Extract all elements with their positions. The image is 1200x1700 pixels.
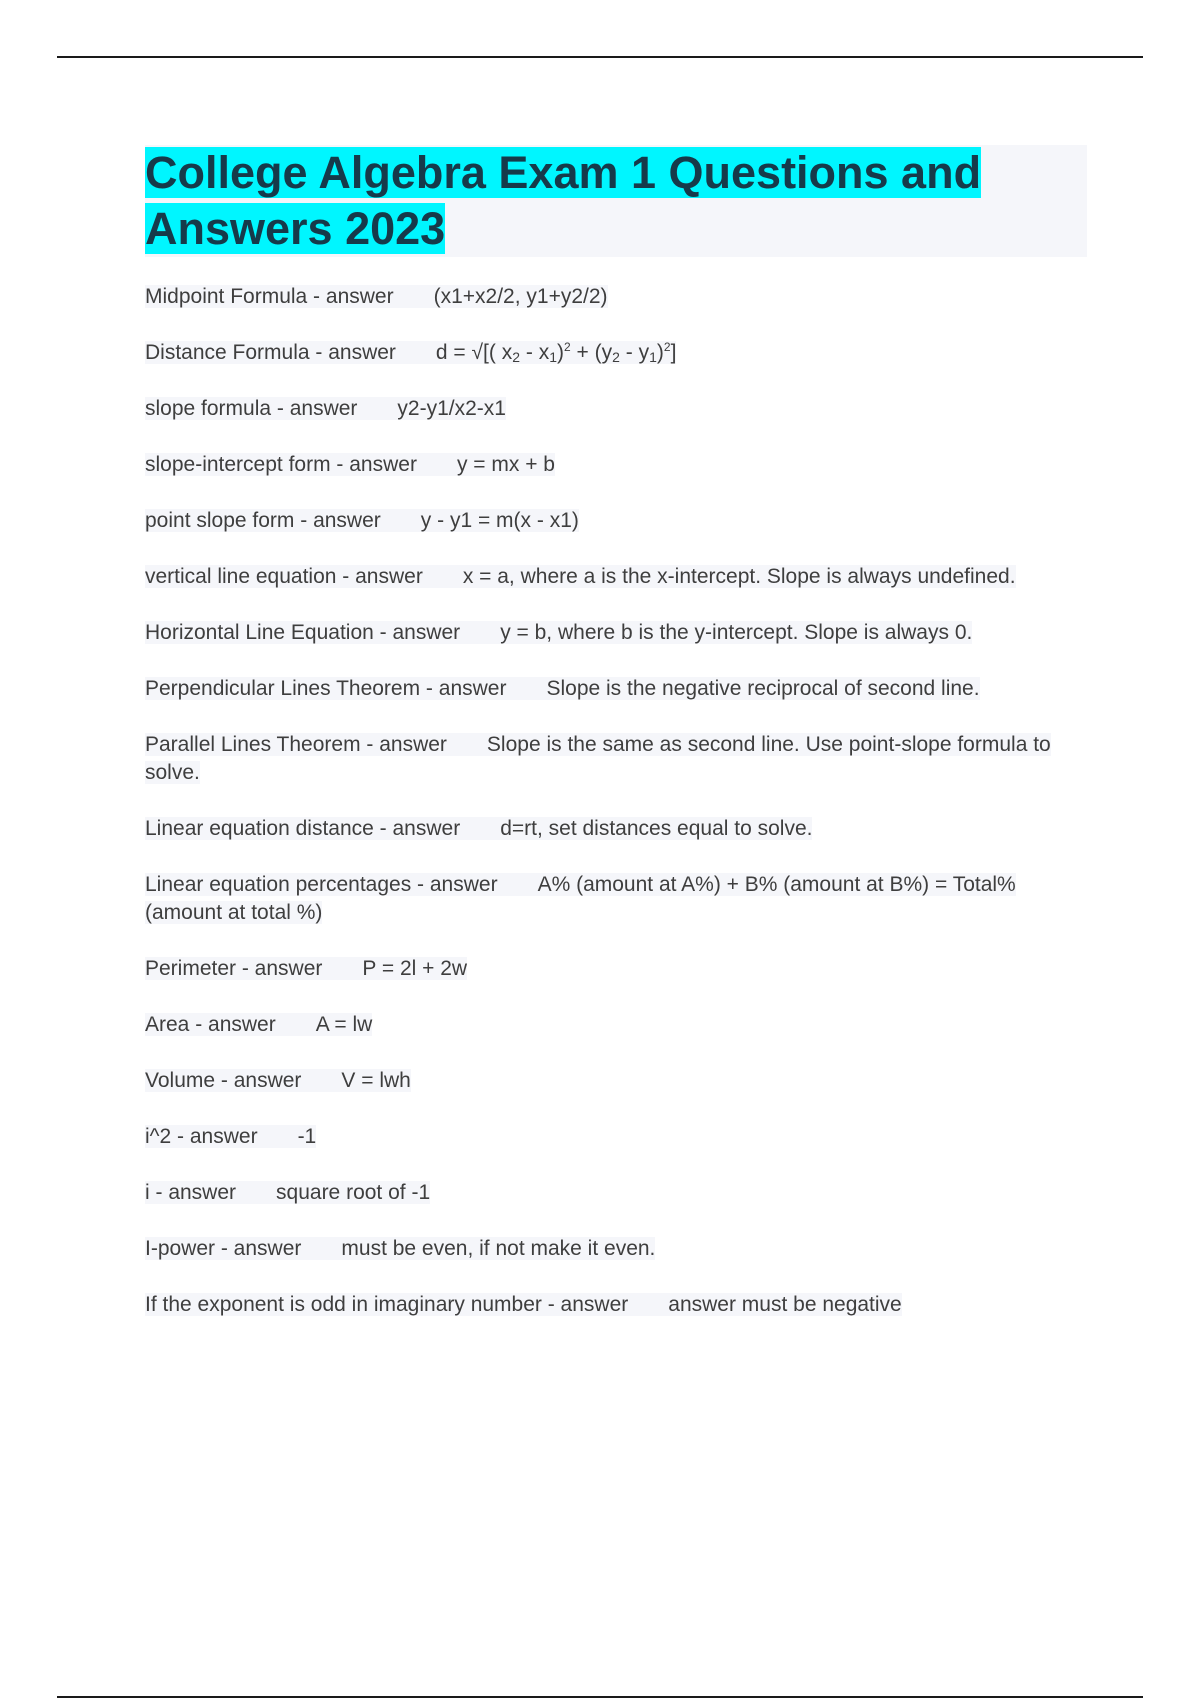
qa-item-volume xyxy=(145,1067,1090,1095)
qa-answer: y2-y1/x2-x1 xyxy=(397,397,506,420)
qa-item-slope-intercept xyxy=(145,451,1090,479)
qa-answer: Slope is the same as second line. Use point-slope formula to solve. xyxy=(145,733,1051,784)
qa-list xyxy=(145,283,1090,1319)
qa-answer: d = √[( $x_2 - x_1)^2 + (y_2 - y_1)^2$] xyxy=(435,340,677,365)
qa-item-slope xyxy=(145,395,1090,423)
qa-term: Midpoint Formula - answer xyxy=(145,285,394,308)
qa-term: point slope form - answer xyxy=(145,509,381,532)
qa-answer: (x1+x2/2, y1+y2/2) xyxy=(433,285,608,308)
qa-item-parallel xyxy=(145,731,1090,787)
qa-item-distance xyxy=(145,339,1090,367)
qa-term: Parallel Lines Theorem - answer xyxy=(145,733,447,756)
qa-item-odd-exponent xyxy=(145,1291,1090,1319)
qa-term: I-power - answer xyxy=(145,1237,302,1260)
qa-answer: y - y1 = m(x - x1) xyxy=(420,509,579,532)
qa-answer: answer must be negative xyxy=(668,1293,902,1316)
qa-item-point-slope xyxy=(145,507,1090,535)
qa-term: Perimeter - answer xyxy=(145,957,323,980)
qa-term: Linear equation percentages - answer xyxy=(145,873,498,896)
title-block xyxy=(145,145,1087,257)
qa-term: Perpendicular Lines Theorem - answer xyxy=(145,677,507,700)
qa-item-area xyxy=(145,1011,1090,1039)
qa-item-i-power xyxy=(145,1235,1090,1263)
qa-term: slope formula - answer xyxy=(145,397,358,420)
title-line-2: Answers 2023 xyxy=(145,203,446,254)
qa-item-horizontal-line xyxy=(145,619,1090,647)
qa-answer: must be even, if not make it even. xyxy=(341,1237,656,1260)
qa-item-perimeter xyxy=(145,955,1090,983)
qa-answer: V = lwh xyxy=(341,1069,411,1092)
qa-term: Area - answer xyxy=(145,1013,276,1036)
qa-term: i - answer xyxy=(145,1181,237,1204)
qa-answer: y = b, where b is the y-intercept. Slope is always 0. xyxy=(500,621,973,644)
qa-item-linear-distance xyxy=(145,815,1090,843)
qa-answer: y = mx + b xyxy=(456,453,555,476)
qa-answer: A = lw xyxy=(315,1013,373,1036)
document-body xyxy=(145,145,1090,1347)
qa-term: Horizontal Line Equation - answer xyxy=(145,621,461,644)
qa-term: If the exponent is odd in imaginary number - answer xyxy=(145,1293,629,1316)
top-rule xyxy=(57,56,1143,58)
qa-answer: Slope is the negative reciprocal of second line. xyxy=(546,677,980,700)
qa-term: slope-intercept form - answer xyxy=(145,453,417,476)
qa-item-linear-percentages xyxy=(145,871,1090,927)
qa-term: Volume - answer xyxy=(145,1069,302,1092)
qa-answer: square root of -1 xyxy=(276,1181,431,1204)
qa-answer: A% (amount at A%) + B% (amount at B%) = Total% (amount at total %) xyxy=(145,873,1016,924)
qa-item-i xyxy=(145,1179,1090,1207)
bottom-rule xyxy=(57,1696,1143,1698)
qa-item-i-squared xyxy=(145,1123,1090,1151)
qa-item-vertical-line xyxy=(145,563,1090,591)
qa-answer: P = 2l + 2w xyxy=(362,957,468,980)
qa-term: vertical line equation - answer xyxy=(145,565,423,588)
qa-item-midpoint xyxy=(145,283,1090,311)
page-title xyxy=(145,145,1087,257)
qa-term: Distance Formula - answer xyxy=(145,341,396,364)
qa-term: Linear equation distance - answer xyxy=(145,817,461,840)
qa-term: i^2 - answer xyxy=(145,1125,258,1148)
qa-answer: -1 xyxy=(297,1125,317,1148)
qa-item-perpendicular xyxy=(145,675,1090,703)
title-line-1: College Algebra Exam 1 Questions and xyxy=(145,147,982,198)
qa-answer: d=rt, set distances equal to solve. xyxy=(500,817,813,840)
qa-answer: x = a, where a is the x-intercept. Slope is always undefined. xyxy=(462,565,1016,588)
